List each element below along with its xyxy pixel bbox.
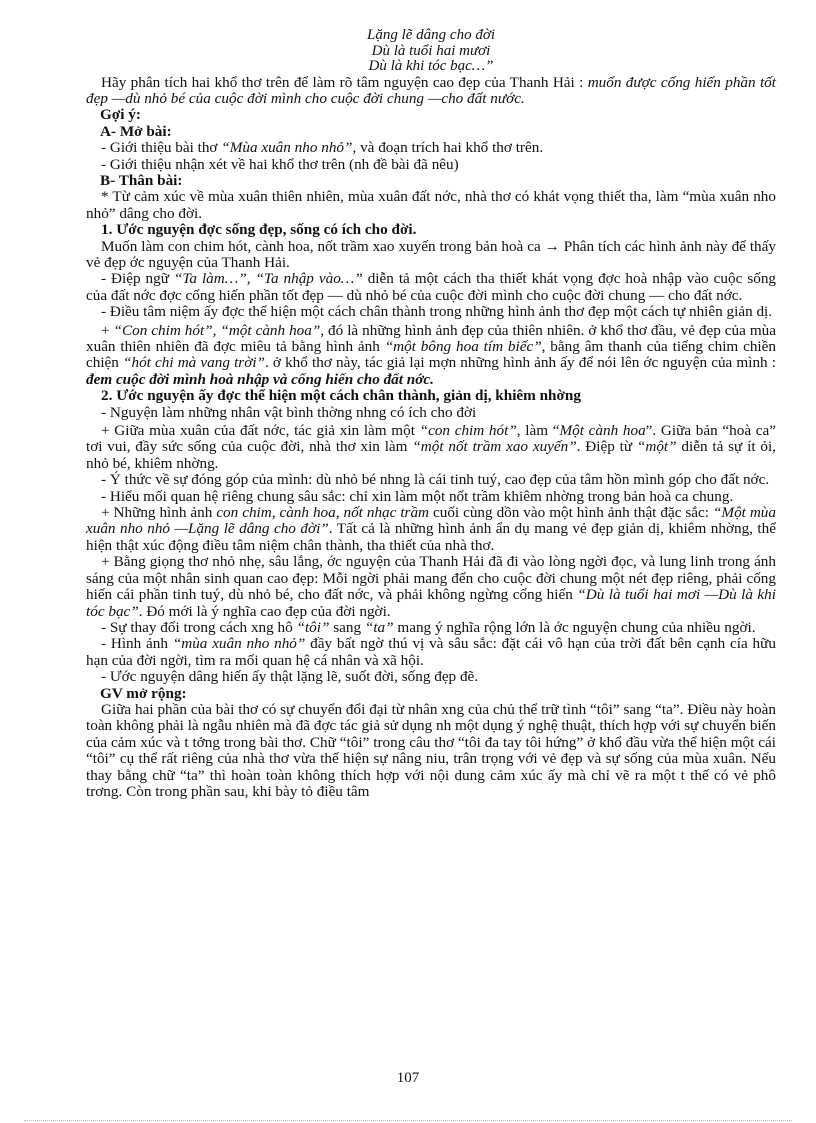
poem-line: Lặng lẽ dâng cho đời — [367, 27, 495, 43]
section-heading-gv: GV mở rộng: — [100, 684, 187, 702]
assignment-prompt: Hãy phân tích hai khổ thơ trên để làm rõ tâm nguyện cao đẹp của Thanh Hải : muốn được cống hiến phần tốt đẹp —dù nhỏ bé của cuộc đời mình cho cuộc đời chung —cho đất nước. — [86, 73, 776, 107]
footer-divider — [24, 1120, 792, 1121]
paragraph: - Giới thiệu bài thơ “Mùa xuân nho nhỏ”, và đoạn trích hai khổ thơ trên. — [101, 139, 544, 157]
paragraph: + Những hình ảnh con chim, cành hoa, nốt nhạc trầm cuối cùng dồn vào một hình ảnh thật đặc sắc: “Một mùa xuân nho nhỏ —Lặng lẽ dâng cho đời”. Tất cả là những hình ảnh ẩn dụ mang vẻ đẹp giản dị, khiêm nhờng, thể hiện thật xúc động điều tâm niệm chân thành, tha thiết của nhà thơ. — [86, 504, 776, 554]
paragraph: - Hình ảnh “mùa xuân nho nhỏ” đầy bất ngờ thú vị và sâu sắc: đặt cái vô hạn của trời đất bên cạnh cía hữu hạn của đời ngời, tìm ra mối quan hệ cá nhân và xã hội. — [86, 635, 776, 669]
right-arrow-icon: → — [544, 237, 560, 255]
poem-line: Dù là tuổi hai mươi — [371, 42, 491, 59]
paragraph: - Điều tâm niệm ấy đợc thể hiện một cách chân thành trong những hình ảnh thơ đẹp một cách tự nhiên giản dị. — [101, 303, 773, 321]
paragraph: - Ý thức về sự đóng góp của mình: dù nhỏ bé nhng là cái tinh tuý, cao đẹp của tâm hồn mình góp cho đất nớc. — [101, 471, 770, 489]
section-heading-than-bai: B- Thân bài: — [100, 171, 183, 189]
poem-excerpt — [86, 28, 776, 75]
paragraph: Muốn làm con chim hót, cành hoa, nốt trầm xao xuyến trong bản hoà ca → Phân tích các hình ảnh này để thấy vẻ đẹp ớc nguyện của Thanh Hải. — [86, 237, 776, 271]
page-number: 107 — [396, 1070, 420, 1086]
paragraph: - Nguyện làm những nhân vật bình thờng nhng có ích cho đời — [101, 403, 477, 421]
subsection-heading-1: 1. Ước nguyện đợc sống đẹp, sống có ích cho đời. — [101, 221, 417, 239]
paragraph: - Điệp ngữ “Ta làm…”, “Ta nhập vào…” diễn tả một cách tha thiết khát vọng đợc hoà nhập vào cuộc sống của đất nớc đợc cống hiến phần tốt đẹp — dù nhỏ bé của cuộc đời mình cho cuộc đời chung — cho đất nớc. — [86, 270, 777, 304]
subsection-heading-2: 2. Ước nguyện ấy đợc thể hiện một cách chân thành, giản dị, khiêm nhờng — [101, 387, 581, 405]
section-heading-mo-bai: A- Mở bài: — [100, 122, 172, 140]
paragraph: + Bằng giọng thơ nhỏ nhẹ, sâu lắng, ớc nguyện của Thanh Hải đã đi vào lòng ngời đọc, và lung linh trong ánh sáng của một nhân sinh quan cao đẹp: Mỗi ngời phải mang đến cho cuộc đời chung một nét đẹp riêng, phải cống hiến cái phần tinh tuý, dù nhỏ bé, cho đất nớc, và phải không ngừng cống hiến “Dù là tuổi hai mơi —Dù là khi tóc bạc”. Đó mới là ý nghĩa cao đẹp của đời ngời. — [86, 553, 776, 620]
document-page — [86, 28, 776, 800]
poem-line: Dù là khi tóc bạc…” — [368, 58, 494, 74]
paragraph: - Hiểu mối quan hệ riêng chung sâu sắc: chỉ xin làm một nốt trầm khiêm nhờng trong bản hoà ca chung. — [101, 487, 734, 505]
hint-heading: Gợi ý: — [100, 106, 141, 124]
paragraph: Giữa hai phần của bài thơ có sự chuyển đổi đại từ nhân xng của chủ thể trữ tình “tôi” sang “ta”. Điều này hoàn toàn không phải là ngẫu nhiên mà đã đợc tác giả sử dụng nh một dụng ý nghệ thuật, thích hợp với sự chuyển biến của cảm xúc và t tởng trong bài thơ. Chữ “tôi” trong câu thơ “tôi đa tay tôi hứng” ở khổ đầu vừa thể hiện một cái “tôi” cụ thể rất riêng của nhà thơ vừa thể hiện sự nâng niu, trân trọng với vẻ đẹp và sự sống của mùa xuân. Nếu thay bằng chữ “ta” thì hoàn toàn không thích hợp với nội dung cảm xúc ấy mà chỉ vẽ ra một t thế có vẻ phô trơng. Còn trong phần sau, khi bày tỏ điều tâm — [86, 700, 776, 800]
paragraph: + Giữa mùa xuân của đất nớc, tác giả xin làm một “con chim hót”, làm “Một cành hoa”. Giữa bản “hoà ca” tơi vui, đầy sức sống của cuộc đời, nhà thơ xin làm “một nốt trầm xao xuyến”. Điệp từ “một” diễn tả sự ít ỏi, nhỏ bé, khiêm nhờng. — [86, 422, 776, 472]
paragraph: + “Con chim hót”, “một cành hoa”, đó là những hình ảnh đẹp của thiên nhiên. ở khổ thơ đầu, vẻ đẹp của mùa xuân thiên nhiên đã đợc miêu tả bằng hình ảnh “một bông hoa tím biếc”, bằng âm thanh của tiếng chim chiền chiện “hót chi mà vang trời”. ở khổ thơ này, tác giả lại mợn những hình ảnh ấy để nói lên ớc nguyện của mình : đem cuộc đời mình hoà nhập và cống hiến cho đất nớc. — [86, 321, 776, 388]
paragraph: - Ước nguyện dâng hiến ấy thật lặng lẽ, suốt đời, sống đẹp đẽ. — [101, 668, 479, 686]
paragraph: * Từ cảm xúc về mùa xuân thiên nhiên, mùa xuân đất nớc, nhà thơ có khát vọng thiết tha, làm “mùa xuân nho nhỏ” dâng cho đời. — [86, 188, 776, 222]
paragraph: - Giới thiệu nhận xét về hai khổ thơ trên (nh đề bài đã nêu) — [101, 155, 459, 173]
paragraph: - Sự thay đổi trong cách xng hô “tôi” sang “ta” mang ý nghĩa rộng lớn là ớc nguyện chung của nhiều ngời. — [101, 618, 756, 636]
